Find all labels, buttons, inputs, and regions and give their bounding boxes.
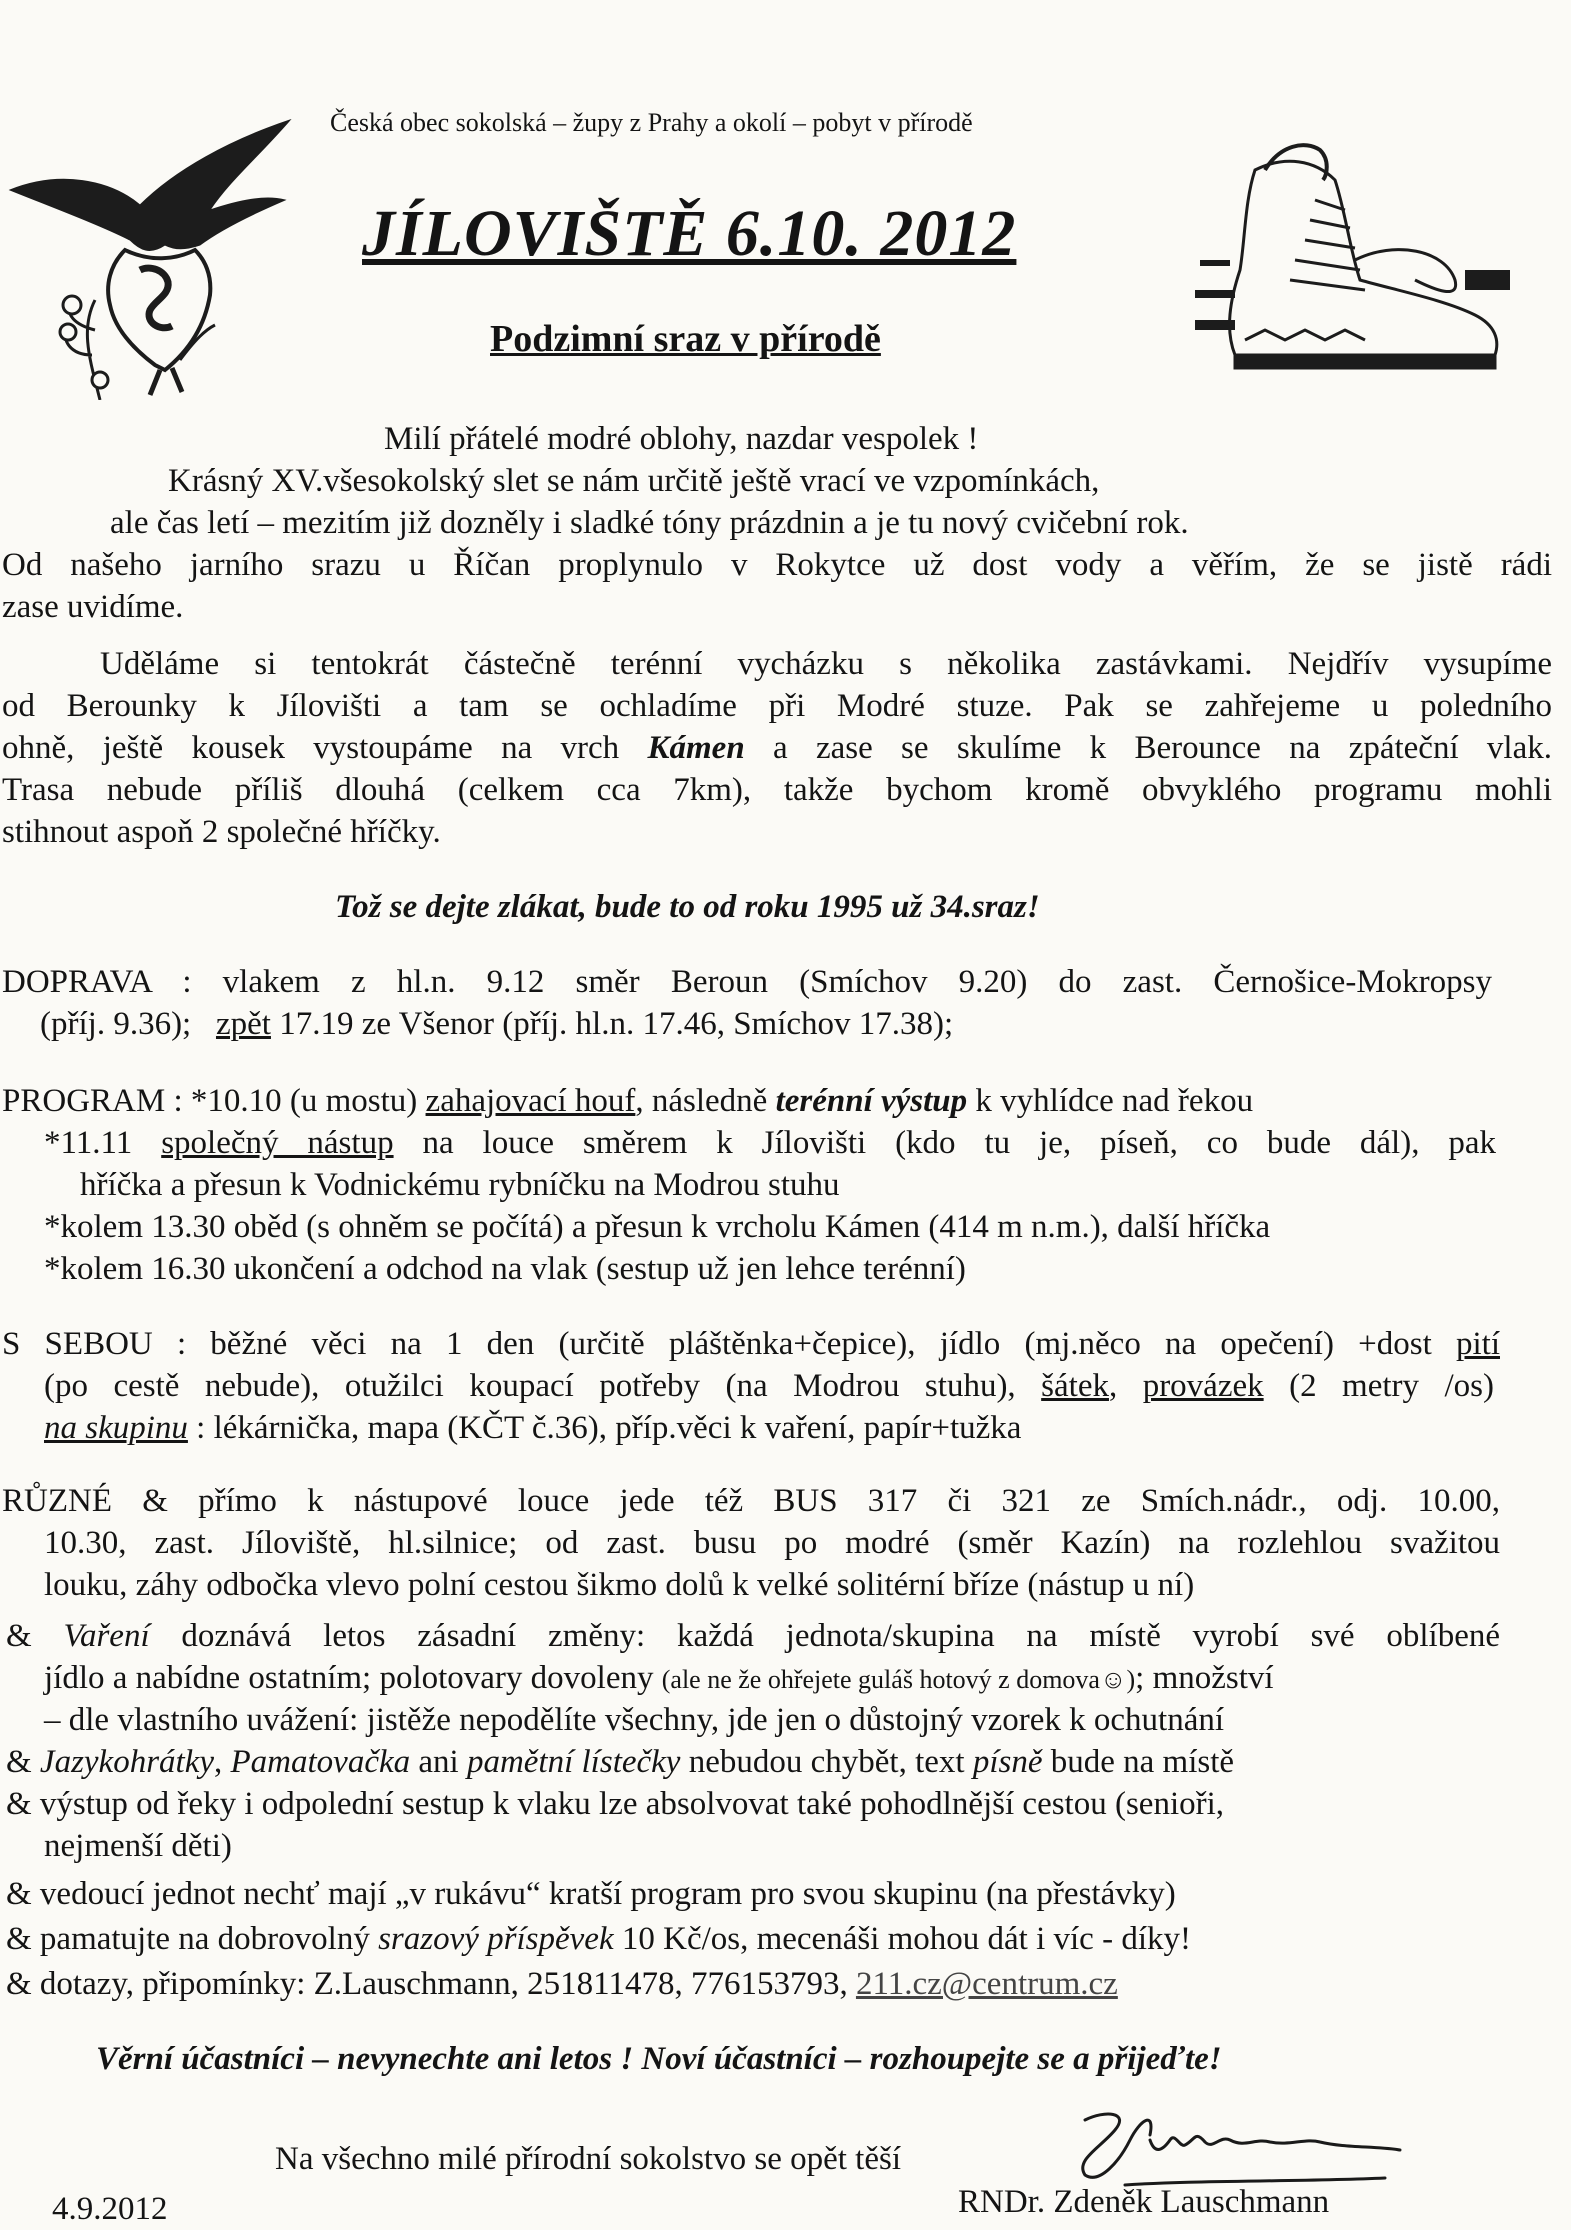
return-label: zpět [215,1006,271,1042]
body-line: Uděláme si tentokrát částečně terénní vycházku s několika zastávkami. Nejdřív vysupíme [100,646,1552,682]
misc-line: 10.30, zast. Jíloviště, hl.silnice; od zast. busu po modré (směr Kazín) na rozlehlou svažitou [44,1525,1500,1561]
program-line: *kolem 13.30 oběd (s ohněm se počítá) a přesun k vrcholu Kámen (414 m n.m.), další hříčka [44,1209,1271,1245]
intro-line: ale čas letí – mezitím již dozněly i sladké tóny prázdnin a je tu nový cvičební rok. [110,505,1189,541]
misc-line: jídlo a nabídne ostatním; polotovary dovoleny (ale ne že ohřejete guláš hotový z domova☺); množství [44,1660,1274,1696]
slogan: Tož se dejte zlákat, bude to od roku 1995 už 34.sraz! [335,889,1040,925]
body-line: od Berounky k Jílovišti a tam se ochladíme při Modré stuze. Pak se zahřejeme u poledního [2,688,1552,724]
transport-line: DOPRAVA : vlakem z hl.n. 9.12 směr Beroun (Smíchov 9.20) do zast. Černošice-Mokropsy [2,964,1492,1000]
boot-icon [1195,140,1515,375]
misc-line: & výstup od řeky i odpolední sestup k vlaku lze absolvovat také pohodlnější cestou (senioři, [6,1786,1225,1822]
transport-line: (příj. 9.36); zpět 17.19 ze Všenor (příj. hl.n. 17.46, Smíchov 17.38); [40,1006,954,1042]
page-title: JÍLOVIŠTĚ 6.10. 2012 [362,197,1017,270]
packing-line: na skupinu : lékárnička, mapa (KČT č.36), příp.věci k vaření, papír+tužka [44,1410,1022,1446]
body-line: stihnout aspoň 2 společné hříčky. [2,814,441,850]
emphasis-kamen: Kámen [647,730,745,766]
intro-line: Krásný XV.všesokolský slet se nám určitě ještě vrací ve vzpomínkách, [168,463,1100,499]
misc-line: & Jazykohrátky, Pamatovačka ani pamětní lístečky nebudou chybět, text písně bude na místě [6,1744,1235,1780]
program-line: hříčka a přesun k Vodnickému rybníčku na Modrou stuhu [80,1167,840,1203]
closing-slogan: Věrní účastníci – nevynechte ani letos ! Noví účastníci – rozhoupejte se a přijeďte! [96,2041,1222,2077]
page-subtitle: Podzimní sraz v přírodě [490,318,881,360]
program-line: PROGRAM : *10.10 (u mostu) zahajovací houf, následně terénní výstup k vyhlídce nad řekou [2,1083,1254,1119]
contact-email-link[interactable]: 211.cz@centrum.cz [855,1966,1118,2002]
eagle-emblem-icon [0,100,300,400]
greeting: Milí přátelé modré oblohy, nazdar vespolek ! [384,421,979,457]
misc-line: RŮZNÉ & přímo k nástupové louce jede též BUS 317 či 321 ze Smích.nádr., odj. 10.00, [2,1483,1500,1519]
misc-line: nejmenší děti) [44,1828,232,1864]
signature-name: RNDr. Zdeněk Lauschmann [958,2184,1330,2220]
closing-line: Na všechno milé přírodní sokolstvo se opět těší [275,2141,901,2177]
packing-line: (po cestě nebude), otužilci koupací potřeby (na Modrou stuhu), šátek, provázek (2 metry /os) [44,1368,1494,1404]
organization-line: Česká obec sokolská – župy z Prahy a okolí – pobyt v přírodě [330,108,973,137]
misc-line: louku, záhy odbočka vlevo polní cestou šikmo dolů k velké solitérní bříze (nástup u ní) [44,1567,1195,1603]
intro-line: zase uvidíme. [2,589,184,625]
misc-line: & vedoucí jednot nechť mají „v rukávu“ kratší program pro svou skupinu (na přestávky) [6,1876,1176,1912]
packing-line: S SEBOU : běžné věci na 1 den (určitě pláštěnka+čepice), jídlo (mj.něco na opečení) +dost pití [2,1326,1500,1362]
misc-line: & pamatujte na dobrovolný srazový příspěvek 10 Kč/os, mecenáši mohou dát i víc - díky! [6,1921,1191,1957]
body-line: Trasa nebude příliš dlouhá (celkem cca 7km), takže bychom kromě obvyklého programu mohli [2,772,1552,808]
program-line: *kolem 16.30 ukončení a odchod na vlak (sestup už jen lehce terénní) [44,1251,966,1287]
intro-line: Od našeho jarního srazu u Říčan proplynulo v Rokytce už dost vody a věřím, že se jistě rádi [2,547,1552,583]
misc-line: & Vaření doznává letos zásadní změny: každá jednota/skupina na místě vyrobí své oblíbené [6,1618,1501,1654]
misc-line: – dle vlastního uvážení: jistěže nepodělíte všechny, jde jen o důstojný vzorek k ochutnání [44,1702,1225,1738]
misc-line: & dotazy, připomínky: Z.Lauschmann, 251811478, 776153793, 211.cz@centrum.cz [6,1966,1118,2002]
signature-icon [1045,2100,1445,2195]
document-date: 4.9.2012 [52,2191,168,2227]
body-line: ohně, ještě kousek vystoupáme na vrch Kámen a zase se skulíme k Berounce na zpáteční vlak. [2,730,1552,766]
program-line: *11.11 společný nástup na louce směrem k Jílovišti (kdo tu je, píseň, co bude dál), pak [44,1125,1496,1161]
